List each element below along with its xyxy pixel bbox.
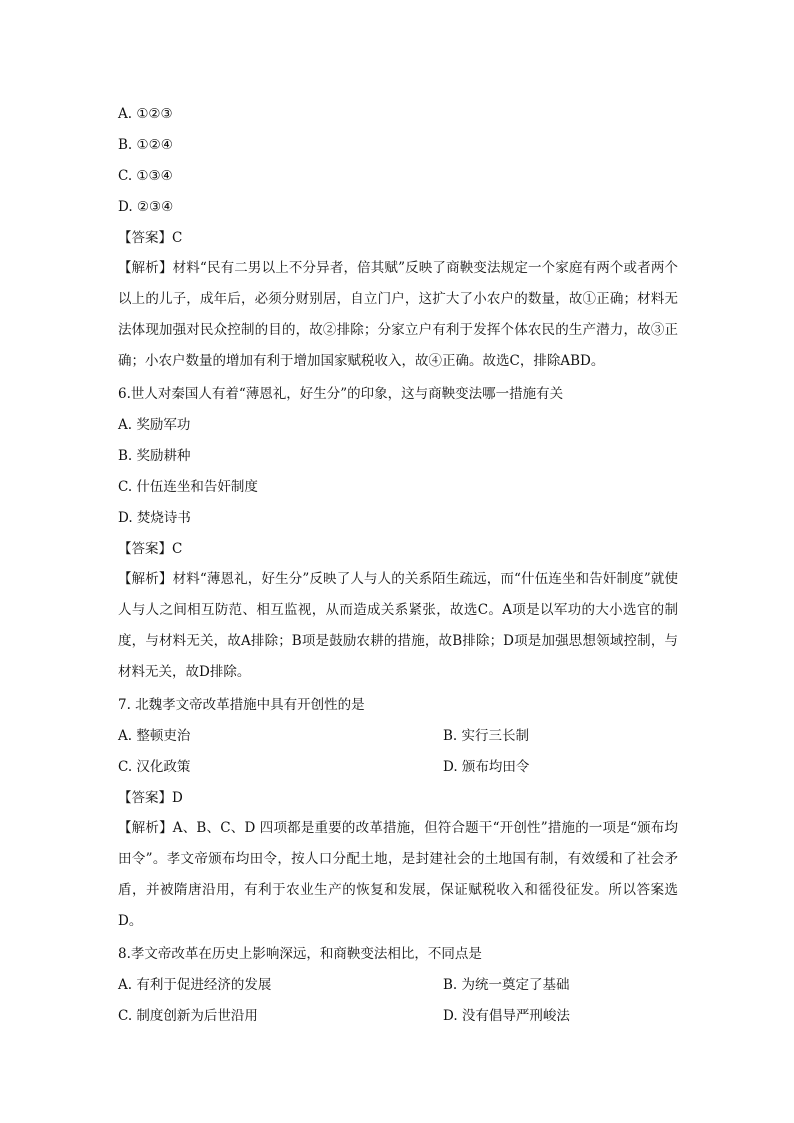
answer-value: C [172,541,183,557]
q6-analysis [118,564,678,688]
q5-option-a: A. ①②③ [118,106,173,122]
q6-option-d: D. 焚烧诗书 [118,510,191,526]
q7-option-b: B. 实行三长制 [443,728,530,744]
q6-option-a: A. 奖励军功 [118,417,191,433]
analysis-label: 【解析】 [118,260,173,276]
q8-option-d: D. 没有倡导严刑峻法 [443,1008,570,1024]
q7-option-a: A. 整顿吏治 [118,728,191,744]
answer-value: D [172,790,183,806]
q5-answer [118,228,182,248]
q5-analysis [118,253,678,377]
analysis-text: 材料“薄恩礼，好生分”反映了人与人的关系陌生疏远，而“什伍连坐和告奸制度”就使人与人之间相互防范、相互监视，从而造成关系紧张，故选C。A项是以军功的大小选官的制度，与材料无关，故A排除；B项是鼓励农耕的措施，故B排除；D项是加强思想领域控制，与材料无关，故D排除。 [118,571,678,680]
q8-question: 8.孝文帝改革在历史上影响深远，和商鞅变法相比，不同点是 [118,946,482,962]
q6-answer [118,539,182,559]
q7-option-d: D. 颁布均田令 [443,759,530,775]
answer-label: 【答案】 [118,790,172,806]
analysis-label: 【解析】 [118,571,173,587]
analysis-text: A、B、C、D 四项都是重要的改革措施，但符合题干“开创性”措施的一项是“颁布均田令”。孝文帝颁布均田令，按人口分配土地，是封建社会的土地国有制，有效缓和了社会矛盾，并被隋唐沿用，有利于农业生产的恢复和发展，保证赋税收入和徭役征发。所以答案选D。 [118,820,678,929]
q8-option-b: B. 为统一奠定了基础 [443,977,570,993]
analysis-text: 材料“民有二男以上不分异者，倍其赋”反映了商鞅变法规定一个家庭有两个或者两个以上的儿子，成年后，必须分财别居，自立门户，这扩大了小农户的数量，故①正确；材料无法体现加强对民众控制的目的，故②排除；分家立户有利于发挥个体农民的生产潜力，故③正确；小农户数量的增加有利于增加国家赋税收入，故④正确。故选C，排除ABD。 [118,260,678,369]
q7-question: 7. 北魏孝文帝改革措施中具有开创性的是 [118,697,365,713]
q6-option-c: C. 什伍连坐和告奸制度 [118,479,258,495]
q8-option-c: C. 制度创新为后世沿用 [118,1008,258,1024]
q7-option-c: C. 汉化政策 [118,759,191,775]
answer-label: 【答案】 [118,230,172,246]
q8-option-a: A. 有利于促进经济的发展 [118,977,272,993]
q6-option-b: B. 奖励耕种 [118,448,191,464]
q5-option-b: B. ①②④ [118,137,173,153]
q7-analysis [118,813,678,937]
answer-label: 【答案】 [118,541,172,557]
q7-answer [118,788,183,808]
analysis-label: 【解析】 [118,820,173,836]
q6-question: 6.世人对秦国人有着“薄恩礼，好生分”的印象，这与商鞅变法哪一措施有关 [118,386,564,402]
q5-option-c: C. ①③④ [118,168,173,184]
q5-option-d: D. ②③④ [118,199,174,215]
answer-value: C [172,230,183,246]
